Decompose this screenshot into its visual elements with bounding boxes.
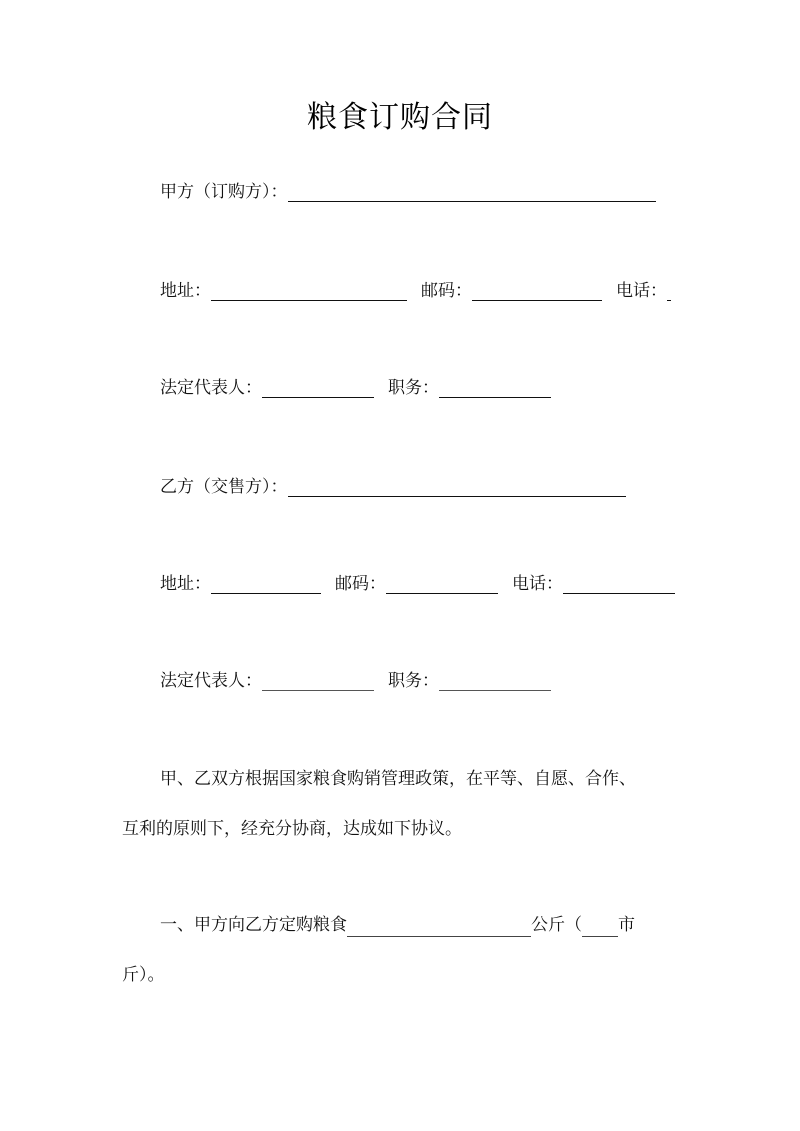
party-b-address-field[interactable] xyxy=(211,575,321,594)
party-a-name-field[interactable] xyxy=(288,183,656,202)
clause-1-unit: 公斤（ xyxy=(531,915,582,935)
clause-1-line-2: 斤）。 xyxy=(122,965,165,985)
intro-line-1: 甲、乙双方根据国家粮食购销管理政策，在平等、自愿、合作、 xyxy=(160,769,636,789)
party-b-position-field[interactable] xyxy=(439,672,551,691)
party-a-phone-field[interactable] xyxy=(667,282,671,301)
party-b-phone-field[interactable] xyxy=(563,575,675,594)
party-b-contact-row xyxy=(160,572,679,596)
clause-1-line-1 xyxy=(160,913,635,937)
party-b-rep-label: 法定代表人： xyxy=(160,671,262,691)
party-b-address-label: 地址： xyxy=(160,574,211,594)
grain-quantity-field[interactable] xyxy=(347,918,531,937)
party-a-rep-row xyxy=(160,376,555,400)
party-a-label: 甲方（订购方）： xyxy=(160,182,288,202)
party-a-position-label: 职务： xyxy=(388,378,439,398)
party-b-phone-label: 电话： xyxy=(512,574,563,594)
party-b-postcode-field[interactable] xyxy=(386,575,498,594)
party-a-phone-label: 电话： xyxy=(616,281,667,301)
page-title: 粮食订购合同 xyxy=(307,100,493,135)
party-a-row xyxy=(160,180,660,204)
clause-1-prefix: 一、甲方向乙方定购粮食 xyxy=(160,915,347,935)
party-b-postcode-label: 邮码： xyxy=(335,574,386,594)
party-a-position-field[interactable] xyxy=(439,379,551,398)
party-a-address-label: 地址： xyxy=(160,281,211,301)
party-b-row xyxy=(160,475,630,499)
party-b-rep-field[interactable] xyxy=(262,672,374,691)
party-a-contact-row xyxy=(160,279,675,303)
party-a-address-field[interactable] xyxy=(211,282,407,301)
party-a-postcode-field[interactable] xyxy=(472,282,602,301)
party-b-rep-row xyxy=(160,669,555,693)
intro-line-2: 互利的原则下，经充分协商，达成如下协议。 xyxy=(122,819,462,839)
party-a-rep-label: 法定代表人： xyxy=(160,378,262,398)
party-b-name-field[interactable] xyxy=(288,478,626,497)
party-a-postcode-label: 邮码： xyxy=(421,281,472,301)
party-b-label: 乙方（交售方）： xyxy=(160,477,288,497)
clause-1-unit-2: 市 xyxy=(618,915,635,935)
party-a-rep-field[interactable] xyxy=(262,379,374,398)
party-b-position-label: 职务： xyxy=(388,671,439,691)
grain-jin-field[interactable] xyxy=(582,918,618,937)
